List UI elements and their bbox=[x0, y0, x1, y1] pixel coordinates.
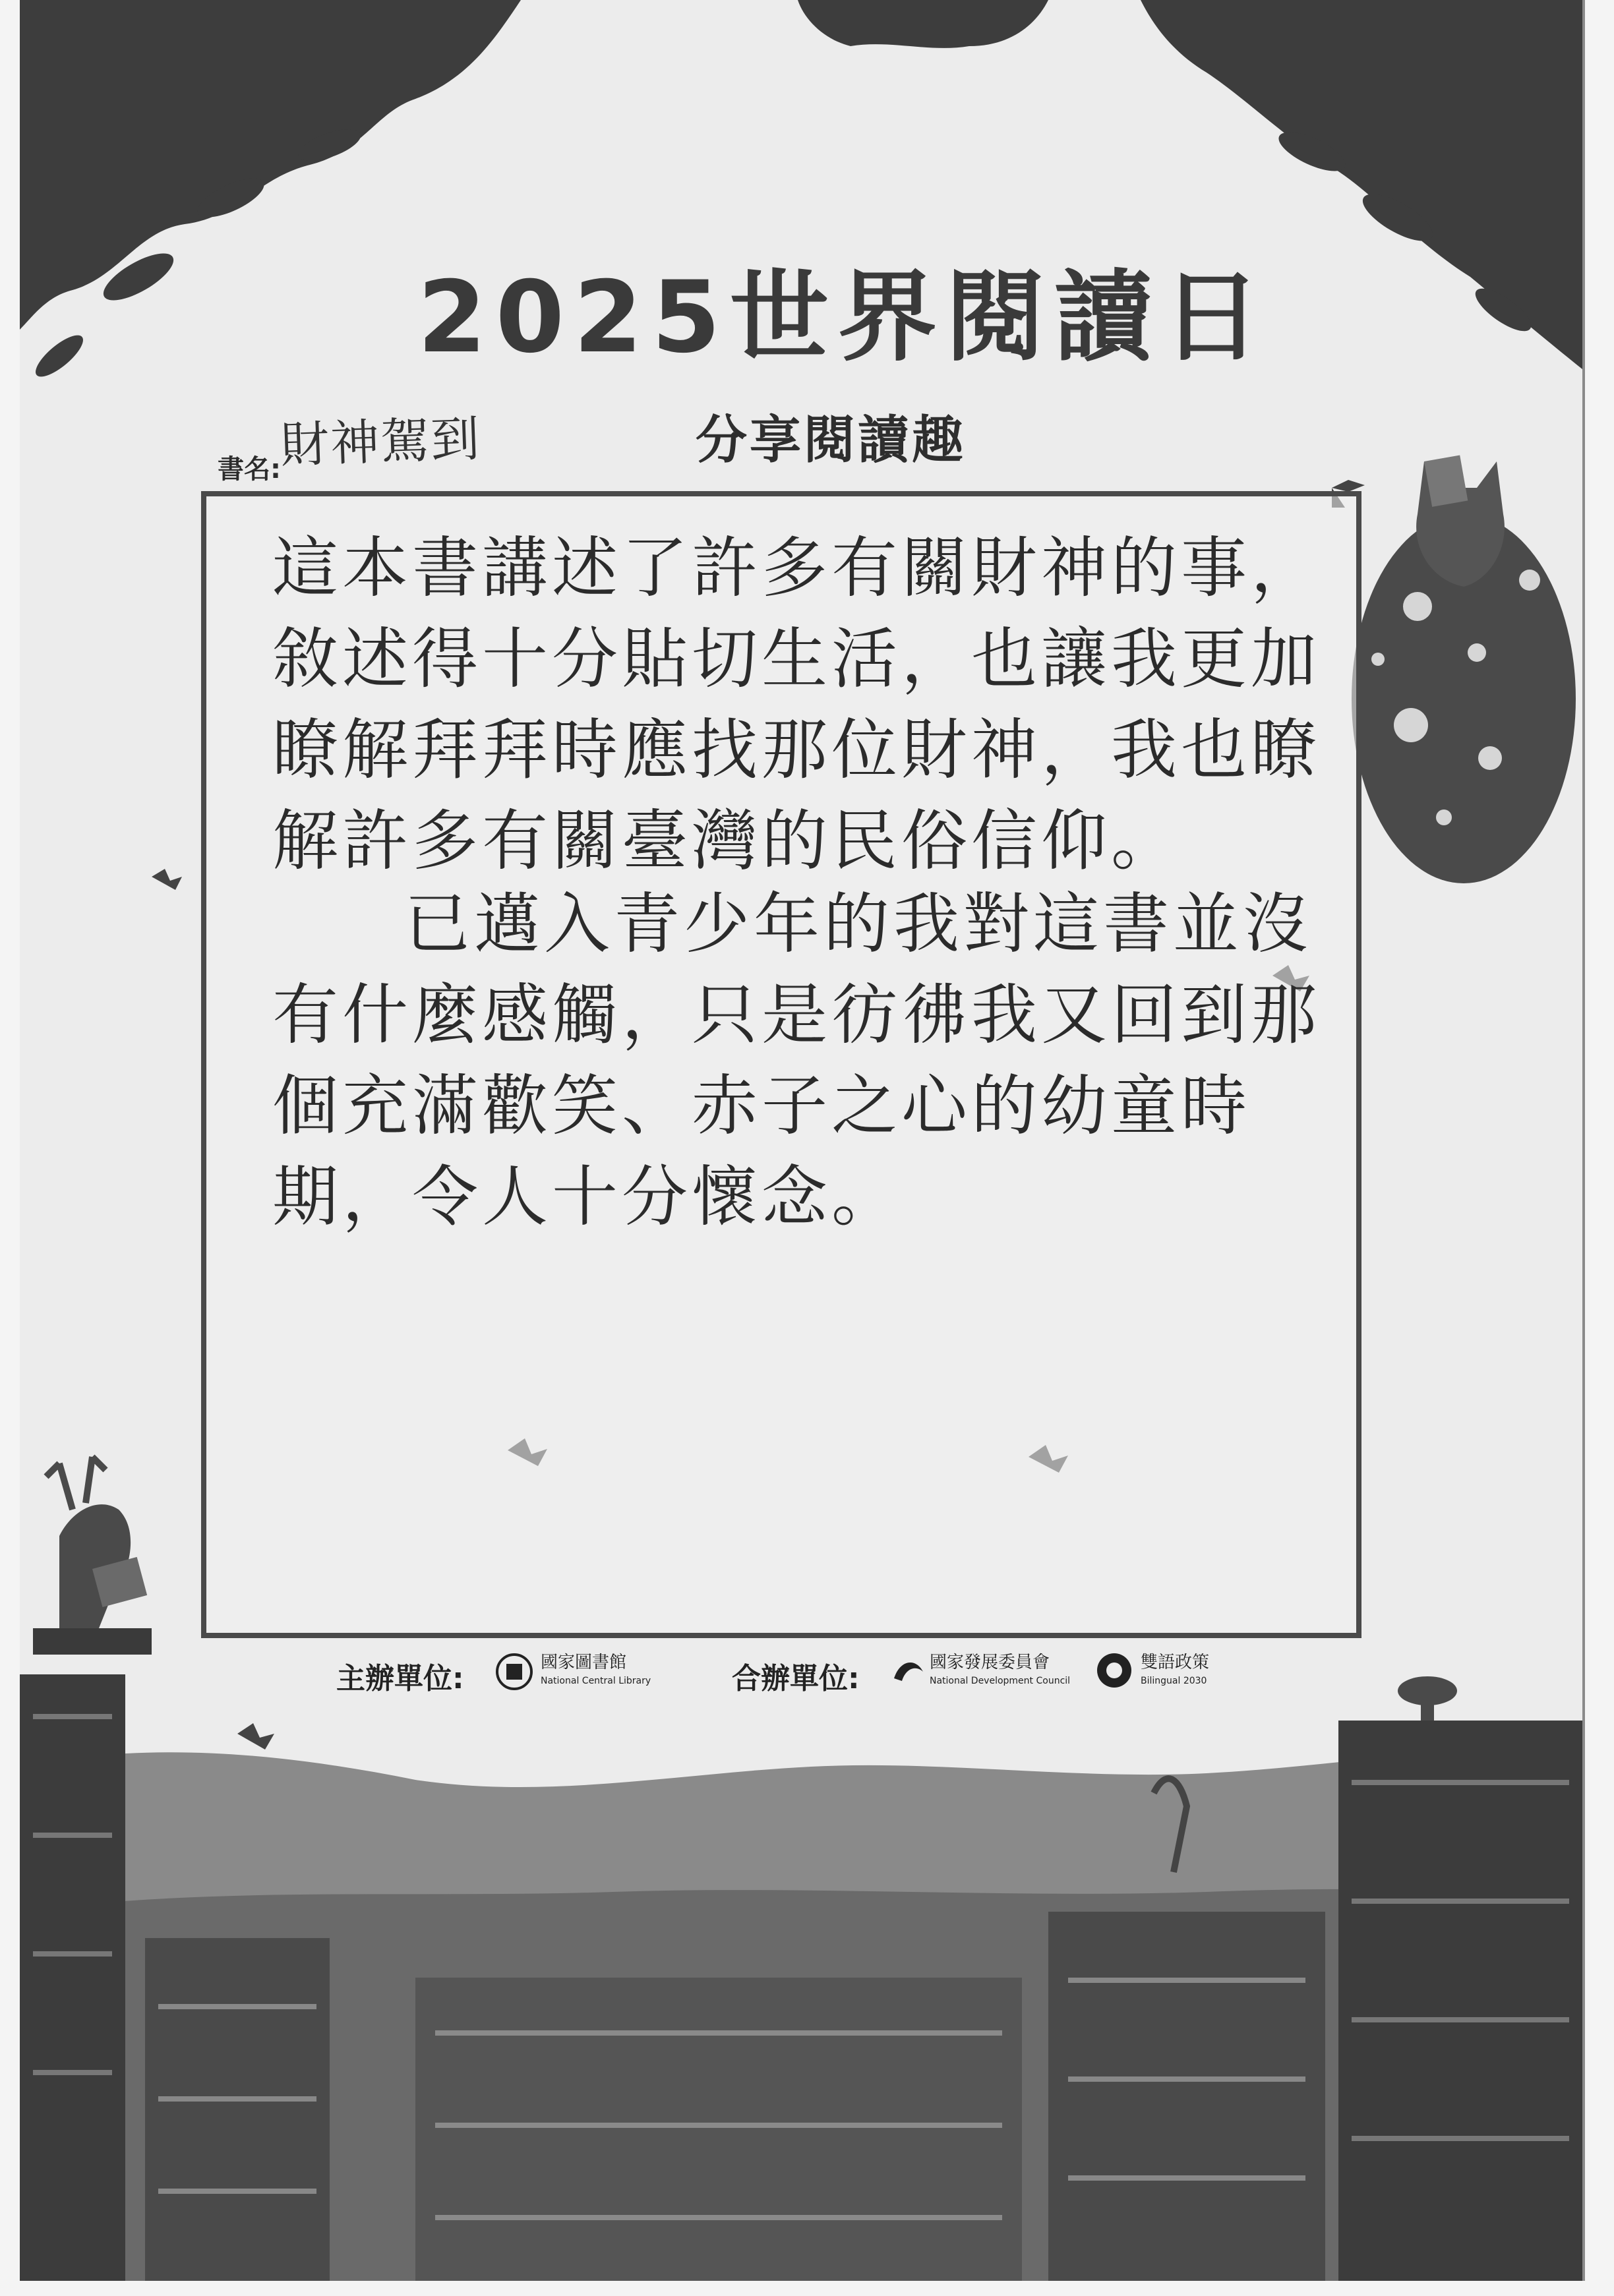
organizer-name-zh: 國家圖書館 bbox=[541, 1653, 627, 1672]
foliage-top-center bbox=[798, 0, 1048, 48]
essay-paragraph-1: 這本書講述了許多有關財神的事，敘述得十分貼切生活，也讓我更加瞭解拜拜時應找那位財神，我也瞭解許多有關臺灣的民俗信仰。 bbox=[272, 529, 1321, 879]
fox-on-egg-illustration bbox=[1332, 455, 1576, 883]
deer-reading-illustration bbox=[33, 1457, 152, 1655]
co-organizer-1 bbox=[930, 1653, 1070, 1690]
poster-subtitle: 分享閱讀趣 bbox=[695, 411, 966, 470]
sponsors-bar bbox=[336, 1648, 1292, 1701]
organizer-label: 主辦單位: bbox=[336, 1662, 464, 1695]
co-organizer-1-zh: 國家發展委員會 bbox=[930, 1653, 1050, 1672]
bookshelf-landscape bbox=[20, 1674, 1582, 2281]
ndc-logo-icon bbox=[890, 1652, 927, 1689]
book-name-label: 書名: bbox=[218, 454, 281, 485]
organizer-name-en: National Central Library bbox=[541, 1676, 651, 1686]
bilingual-logo-icon bbox=[1094, 1651, 1134, 1690]
essay-frame bbox=[201, 491, 1361, 1638]
book-name-handwritten: 財神駕到 bbox=[279, 410, 482, 475]
essay-paragraph-2: 已邁入青少年的我對這書並沒有什麼感觸，只是彷彿我又回到那個充滿歡笑、赤子之心的幼童時期，令人十分懷念。 bbox=[272, 885, 1321, 1235]
poster-title: 2025世界閱讀日 bbox=[417, 260, 1270, 375]
organizer-name bbox=[541, 1653, 651, 1690]
poster-sheet bbox=[20, 0, 1585, 2281]
mushroom-decoration bbox=[1398, 1676, 1457, 1724]
co-organizer-2 bbox=[1141, 1653, 1209, 1690]
co-organizer-1-en: National Development Council bbox=[930, 1676, 1071, 1686]
national-library-logo-icon bbox=[494, 1652, 534, 1692]
co-organizer-2-zh: 雙語政策 bbox=[1141, 1653, 1210, 1672]
co-organizer-label: 合辦單位: bbox=[732, 1662, 860, 1695]
co-organizer-2-en: Bilingual 2030 bbox=[1141, 1676, 1207, 1686]
